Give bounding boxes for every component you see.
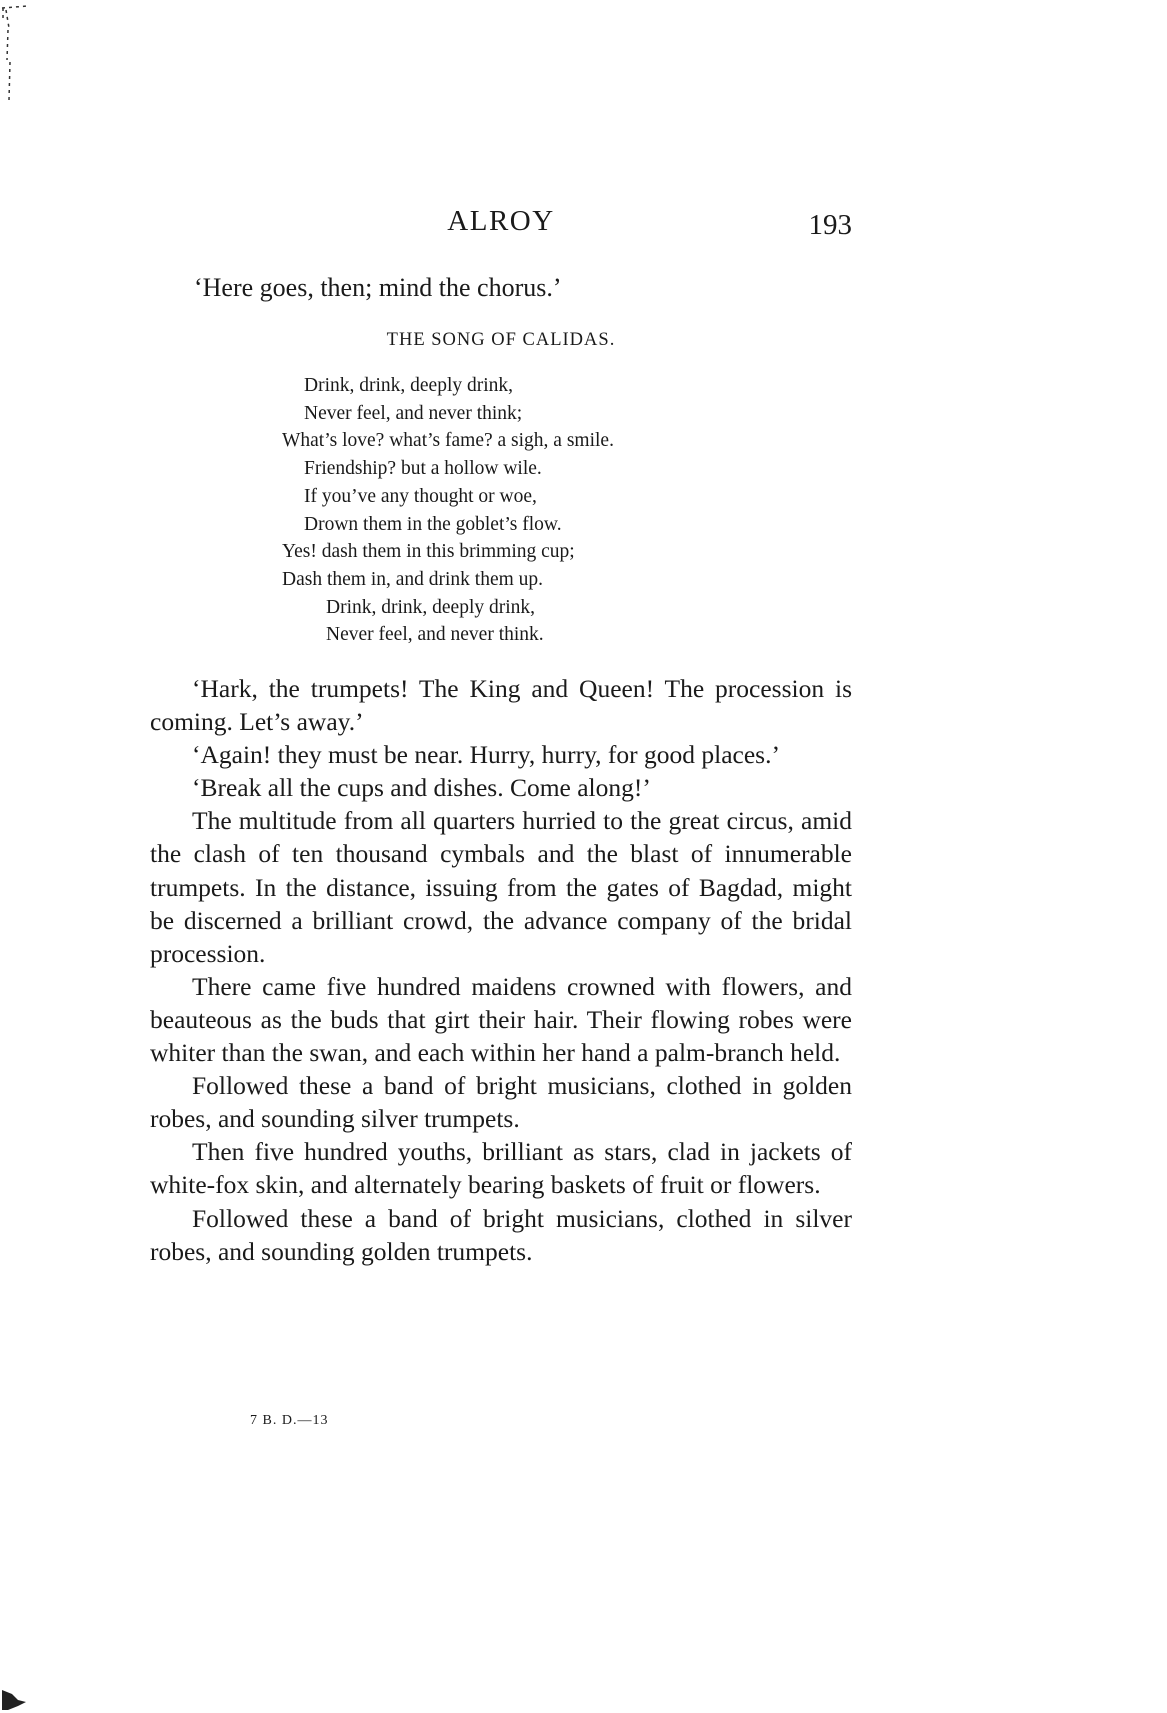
paragraph: ‘Again! they must be near. Hurry, hurry, for good places.’ bbox=[192, 740, 780, 770]
paragraph: ‘Hark, the trumpets! The King and Queen! The procession is coming. Let’s away.’ bbox=[150, 674, 852, 737]
paragraph: ‘Break all the cups and dishes. Come along!’ bbox=[192, 773, 651, 803]
song-line: Never feel, and never think. bbox=[326, 624, 544, 646]
song-line: Drink, drink, deeply drink, bbox=[304, 375, 514, 396]
scan-edge-mark bbox=[0, 0, 30, 120]
running-title: ALROY bbox=[447, 205, 555, 237]
opening-line: ‘Here goes, then; mind the chorus.’ bbox=[194, 273, 562, 302]
song-line: Never feel, and never think; bbox=[304, 402, 523, 424]
song-line: Friendship? but a hollow wile. bbox=[304, 458, 542, 480]
song-line: Dash them in, and drink them up. bbox=[282, 568, 544, 590]
body-text bbox=[150, 672, 852, 1268]
song-line: Drink, drink, deeply drink, bbox=[326, 596, 536, 618]
paragraph: Followed these a band of bright musicians, clothed in golden robes, and sounding silver trumpets. bbox=[150, 1071, 852, 1134]
paragraph: The multitude from all quarters hurried to the great circus, amid the clash of ten thousand cymbals and the blast of innumerable trumpets. In the distance, issuing from the gates of Bagdad, might be discerned a brilliant crowd, the advance company of the bridal procession. bbox=[150, 806, 852, 968]
song-verse bbox=[280, 372, 880, 649]
song-line: Yes! dash them in this brimming cup; bbox=[282, 541, 575, 563]
page-number: 193 bbox=[808, 209, 852, 241]
paragraph: Then five hundred youths, brilliant as stars, clad in jackets of white-fox skin, and alternately bearing baskets of fruit or flowers. bbox=[150, 1137, 852, 1200]
song-line: Drown them in the goblet’s flow. bbox=[304, 513, 562, 535]
paragraph: There came five hundred maidens crowned with flowers, and beauteous as the buds that girt their hair. Their flowing robes were whiter than the swan, and each within her hand a palm-branch held. bbox=[150, 971, 852, 1068]
song-line: What’s love? what’s fame? a sigh, a smile. bbox=[282, 430, 614, 452]
running-head bbox=[150, 205, 852, 245]
song-title: THE SONG OF CALIDAS. bbox=[386, 330, 616, 350]
scan-edge-mark bbox=[0, 1680, 30, 1713]
song-line: If you’ve any thought or woe, bbox=[304, 485, 537, 507]
paragraph: Followed these a band of bright musicians, clothed in silver robes, and sounding golden trumpets. bbox=[150, 1203, 852, 1266]
printer-signature: 7 B. D.—13 bbox=[250, 1413, 329, 1428]
